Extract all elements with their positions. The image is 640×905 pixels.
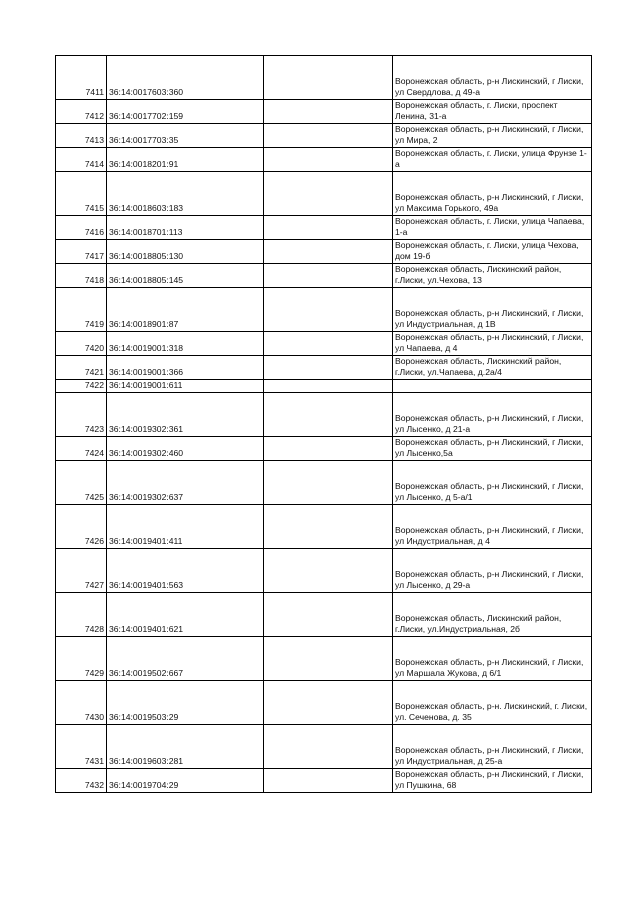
- address-cell: Воронежская область, г. Лиски, улица Фрунзе 1-а: [393, 148, 592, 172]
- row-number: 7425: [56, 461, 107, 505]
- row-number: 7411: [56, 56, 107, 100]
- empty-cell: [264, 148, 393, 172]
- cadastral-number: 36:14:0019704:29: [107, 769, 264, 793]
- empty-cell: [264, 505, 393, 549]
- address-cell: Воронежская область, р-н Лискинский, г Лиски, ул Свердлова, д 49-а: [393, 56, 592, 100]
- table-row: [56, 356, 592, 380]
- table-row: [56, 380, 592, 393]
- address-cell: Воронежская область, г. Лиски, улица Чехова, дом 19-б: [393, 240, 592, 264]
- cadastral-number: 36:14:0019001:366: [107, 356, 264, 380]
- table-row: [56, 681, 592, 725]
- cadastral-number: 36:14:0019401:563: [107, 549, 264, 593]
- table-row: [56, 549, 592, 593]
- cadastral-number: 36:14:0019001:318: [107, 332, 264, 356]
- cadastral-number: 36:14:0019503:29: [107, 681, 264, 725]
- empty-cell: [264, 769, 393, 793]
- cadastral-number: 36:14:0018901:87: [107, 288, 264, 332]
- row-number: 7415: [56, 172, 107, 216]
- cadastral-number: 36:14:0019401:411: [107, 505, 264, 549]
- table-row: [56, 505, 592, 549]
- row-number: 7427: [56, 549, 107, 593]
- empty-cell: [264, 332, 393, 356]
- table-row: [56, 725, 592, 769]
- empty-cell: [264, 216, 393, 240]
- empty-cell: [264, 461, 393, 505]
- cadastral-number: 36:14:0018805:145: [107, 264, 264, 288]
- address-cell: Воронежская область, Лискинский район, г.Лиски, ул.Чапаева, д.2а/4: [393, 356, 592, 380]
- row-number: 7423: [56, 393, 107, 437]
- row-number: 7432: [56, 769, 107, 793]
- cadastral-number: 36:14:0017603:360: [107, 56, 264, 100]
- row-number: 7413: [56, 124, 107, 148]
- cadastral-number: 36:14:0019302:637: [107, 461, 264, 505]
- row-number: 7429: [56, 637, 107, 681]
- table-row: [56, 264, 592, 288]
- empty-cell: [264, 549, 393, 593]
- address-cell: Воронежская область, р-н Лискинский, г Лиски, ул Маршала Жукова, д 6/1: [393, 637, 592, 681]
- cadastral-number: 36:14:0019302:460: [107, 437, 264, 461]
- empty-cell: [264, 172, 393, 216]
- records-table: [55, 55, 592, 793]
- cadastral-number: 36:14:0019502:667: [107, 637, 264, 681]
- cadastral-number: 36:14:0017703:35: [107, 124, 264, 148]
- table-row: [56, 216, 592, 240]
- empty-cell: [264, 593, 393, 637]
- table-row: [56, 637, 592, 681]
- cadastral-number: 36:14:0017702:159: [107, 100, 264, 124]
- cadastral-number: 36:14:0019001:611: [107, 380, 264, 393]
- empty-cell: [264, 124, 393, 148]
- empty-cell: [264, 725, 393, 769]
- row-number: 7418: [56, 264, 107, 288]
- cadastral-number: 36:14:0019603:281: [107, 725, 264, 769]
- table-row: [56, 240, 592, 264]
- address-cell: Воронежская область, р-н Лискинский, г Лиски, ул Лысенко, д 5-а/1: [393, 461, 592, 505]
- address-cell: Воронежская область, р-н Лискинский, г Лиски, ул Индустриальная, д 1В: [393, 288, 592, 332]
- table-row: [56, 148, 592, 172]
- address-cell: Воронежская область, Лискинский район, г.Лиски, ул.Индустриальная, 2б: [393, 593, 592, 637]
- empty-cell: [264, 681, 393, 725]
- row-number: 7412: [56, 100, 107, 124]
- empty-cell: [264, 240, 393, 264]
- row-number: 7431: [56, 725, 107, 769]
- table-row: [56, 288, 592, 332]
- row-number: 7417: [56, 240, 107, 264]
- cadastral-number: 36:14:0019401:621: [107, 593, 264, 637]
- cadastral-number: 36:14:0018201:91: [107, 148, 264, 172]
- row-number: 7420: [56, 332, 107, 356]
- cadastral-number: 36:14:0018701:113: [107, 216, 264, 240]
- address-cell: Воронежская область, р-н Лискинский, г Лиски, ул Пушкина, 68: [393, 769, 592, 793]
- cadastral-number: 36:14:0018805:130: [107, 240, 264, 264]
- table-row: [56, 593, 592, 637]
- row-number: 7430: [56, 681, 107, 725]
- row-number: 7419: [56, 288, 107, 332]
- empty-cell: [264, 264, 393, 288]
- empty-cell: [264, 437, 393, 461]
- empty-cell: [264, 380, 393, 393]
- row-number: 7422: [56, 380, 107, 393]
- address-cell: Воронежская область, р-н Лискинский, г Лиски, ул Индустриальная, д 4: [393, 505, 592, 549]
- table-row: [56, 769, 592, 793]
- empty-cell: [264, 56, 393, 100]
- address-cell: [393, 380, 592, 393]
- address-cell: Воронежская область, р-н Лискинский, г Лиски, ул Мира, 2: [393, 124, 592, 148]
- table-row: [56, 437, 592, 461]
- row-number: 7428: [56, 593, 107, 637]
- address-cell: Воронежская область, р-н. Лискинский, г. Лиски, ул. Сеченова, д. 35: [393, 681, 592, 725]
- table-row: [56, 172, 592, 216]
- address-cell: Воронежская область, г. Лиски, улица Чапаева, 1-а: [393, 216, 592, 240]
- address-cell: Воронежская область, Лискинский район, г.Лиски, ул.Чехова, 13: [393, 264, 592, 288]
- empty-cell: [264, 100, 393, 124]
- table-row: [56, 393, 592, 437]
- row-number: 7421: [56, 356, 107, 380]
- cadastral-number: 36:14:0018603:183: [107, 172, 264, 216]
- table-row: [56, 56, 592, 100]
- table-row: [56, 332, 592, 356]
- table-row: [56, 461, 592, 505]
- empty-cell: [264, 393, 393, 437]
- address-cell: Воронежская область, г. Лиски, проспект Ленина, 31-а: [393, 100, 592, 124]
- row-number: 7426: [56, 505, 107, 549]
- row-number: 7416: [56, 216, 107, 240]
- address-cell: Воронежская область, р-н Лискинский, г Лиски, ул Лысенко, д 21-а: [393, 393, 592, 437]
- address-cell: Воронежская область, р-н Лискинский, г Лиски, ул Индустриальная, д 25-а: [393, 725, 592, 769]
- empty-cell: [264, 288, 393, 332]
- row-number: 7414: [56, 148, 107, 172]
- records-table-body: [56, 56, 592, 793]
- cadastral-number: 36:14:0019302:361: [107, 393, 264, 437]
- address-cell: Воронежская область, р-н Лискинский, г Лиски, ул Максима Горького, 49а: [393, 172, 592, 216]
- empty-cell: [264, 356, 393, 380]
- address-cell: Воронежская область, р-н Лискинский, г Лиски, ул Лысенко,5а: [393, 437, 592, 461]
- address-cell: Воронежская область, р-н Лискинский, г Лиски, ул Лысенко, д 29-а: [393, 549, 592, 593]
- table-row: [56, 100, 592, 124]
- table-row: [56, 124, 592, 148]
- empty-cell: [264, 637, 393, 681]
- address-cell: Воронежская область, р-н Лискинский, г Лиски, ул Чапаева, д 4: [393, 332, 592, 356]
- row-number: 7424: [56, 437, 107, 461]
